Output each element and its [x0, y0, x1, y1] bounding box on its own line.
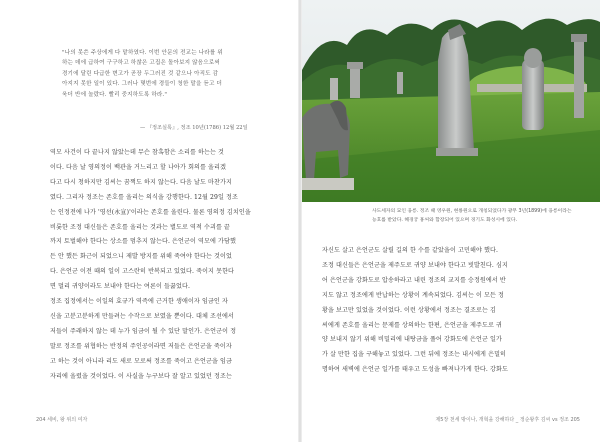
- body-line: 황을 보고만 있었을 것이었다. 이런 상황에서 정조는 결조로는 김: [322, 306, 496, 314]
- quote-line: 아지지 못한 일이 있다. 그러나 몇번에 경들이 청한 말을 듣고 더: [62, 81, 223, 88]
- right-folio: 제5장 천세 밖이나, 개혁을 강해하다 _ 정순왕후 김씨 vs 정조 205: [435, 417, 580, 423]
- quote-line: "나의 못쓴 주상에게 다 맡하였다. 이번 안문의 전교는 나라를 위: [62, 50, 223, 56]
- body-line: 명하여 새벽에 은언군 일가를 태우고 도성을 빠져나가게 한다. 강화도: [322, 366, 508, 374]
- tomb-photo-illustration: [302, 0, 600, 202]
- body-line: 였다. 그리자 정조는 존호를 올리는 의식을 강행한다. 12월 29일 정조: [50, 193, 238, 201]
- left-page: [0, 0, 298, 442]
- caption-line: 사도세자의 묘인 융릉. 정조 때 영우원, 현륭원으로 개칭되었다가 광무 3년(1899)에 융릉이라는: [372, 209, 572, 214]
- right-page: [302, 0, 600, 442]
- body-line: 정조 집정에서는 이일의 효규가 역즉에 근거한 생애이자 임금인 자: [50, 298, 228, 306]
- body-line: 비롯한 조정 대신들은 존호를 올리는 것과는 별도로 역적 수괴를 끝: [50, 223, 230, 231]
- body-line: 는 인정전에 나가 '영선(永宣)'이라는 존호를 올린다. 물론 영의정 김치인을: [50, 208, 251, 216]
- quote-line: 욱더 반에 놀랐다. 빨리 중지하도록 하라.": [62, 91, 168, 98]
- quote-source: — 『정조실록』, 정조 10년(1786) 12월 22일: [140, 125, 248, 131]
- body-line: 조정 대신들은 은언군을 제주도로 귀양 보내야 한다고 빗발친다. 심지: [322, 261, 508, 269]
- body-line: 어 은언군을 강화도로 압송하라고 내린 정조의 교지를 승정원에서 반: [322, 276, 506, 284]
- caption-line: 능호를 받았다. 혜경궁 홍씨와 합장되어 있으며 경기도 화성시에 있다.: [372, 217, 517, 223]
- body-line: 가 살 만한 집을 구해놓고 있었다. 그런 뒤에 정조는 내시에게 은밀히: [322, 351, 507, 359]
- body-line: 말로 정조를 위협하는 반정의 주인공이라면 저들은 은언군을 죽이자: [50, 342, 232, 350]
- body-line: 신을 고분고분하게 만들려는 수작으로 보였을 뿐이다. 대체 조선에서: [50, 312, 234, 320]
- body-line: 양 보내지 않기 위해 비밀리에 내탕금을 풀어 강화도에 은언군 일가: [322, 336, 502, 344]
- photo-caption: [372, 208, 582, 225]
- body-line: 자신도 살고 은언군도 살릴 길의 한 수를 같았을이 고민해야 했다.: [322, 247, 499, 254]
- body-line: 자리에 올렸을 것이었다. 이 사실을 누구보다 잘 알고 있었던 정조는: [50, 372, 233, 380]
- body-line: 이다. 다음 날 영의정이 백관을 거느리고 할 나아가 회의를 올리겠: [50, 163, 227, 171]
- body-line: 다고 다시 청하지만 김씨는 꿈쩍도 하지 않는다. 다음 날도 마찬가지: [50, 178, 233, 186]
- body-line: 고 하는 것이 아니라 리도 새로 모로써 정조를 죽이고 은언군을 임금: [50, 357, 233, 365]
- quote-line: 하는 데에 급하여 구구하고 하찮은 고집은 돌아보지 않음으로써: [62, 60, 220, 67]
- left-folio: 204 세비, 왕 위의 여자: [36, 417, 88, 423]
- block-quote: [62, 48, 284, 100]
- quote-line: 경기에 달린 다급한 변고가 곧장 두그러진 것 같으나 아직도 감: [62, 70, 219, 77]
- body-line: 씨에게 존호를 올리는 문제를 상의하는 한편, 은언군을 제주도로 귀: [322, 321, 502, 329]
- left-body-text: [50, 146, 282, 385]
- body-line: 까지 토벌해야 한다는 상소를 멈추지 않는다. 은언군이 역모에 가담했: [50, 238, 236, 246]
- body-line: 지도 않고 정조에게 반납하는 상황이 계속되었다. 김씨는 이 모든 정: [322, 291, 505, 299]
- right-body-text: [322, 244, 562, 378]
- body-line: 저들이 주래하지 않는 데 누가 임금이 될 수 있단 말인가. 은언군이 정: [50, 327, 237, 335]
- body-line: 면 멀리 귀양이라도 보내야 한다는 여론이 들끓었다.: [50, 283, 190, 291]
- body-line: 다. 은언군 이전 때의 일이 고스란히 반복되고 있었다. 죽이지 못한다: [50, 268, 235, 276]
- body-line: 역모 사건이 다 끝나지 않았는데 무슨 참혹함은 소리를 하는는 것: [50, 149, 224, 156]
- tomb-photo: [302, 0, 600, 202]
- body-line: 든 안 했든 화근이 되었으니 제발 방지를 위해 죽여야 한다는 것이었: [50, 253, 233, 261]
